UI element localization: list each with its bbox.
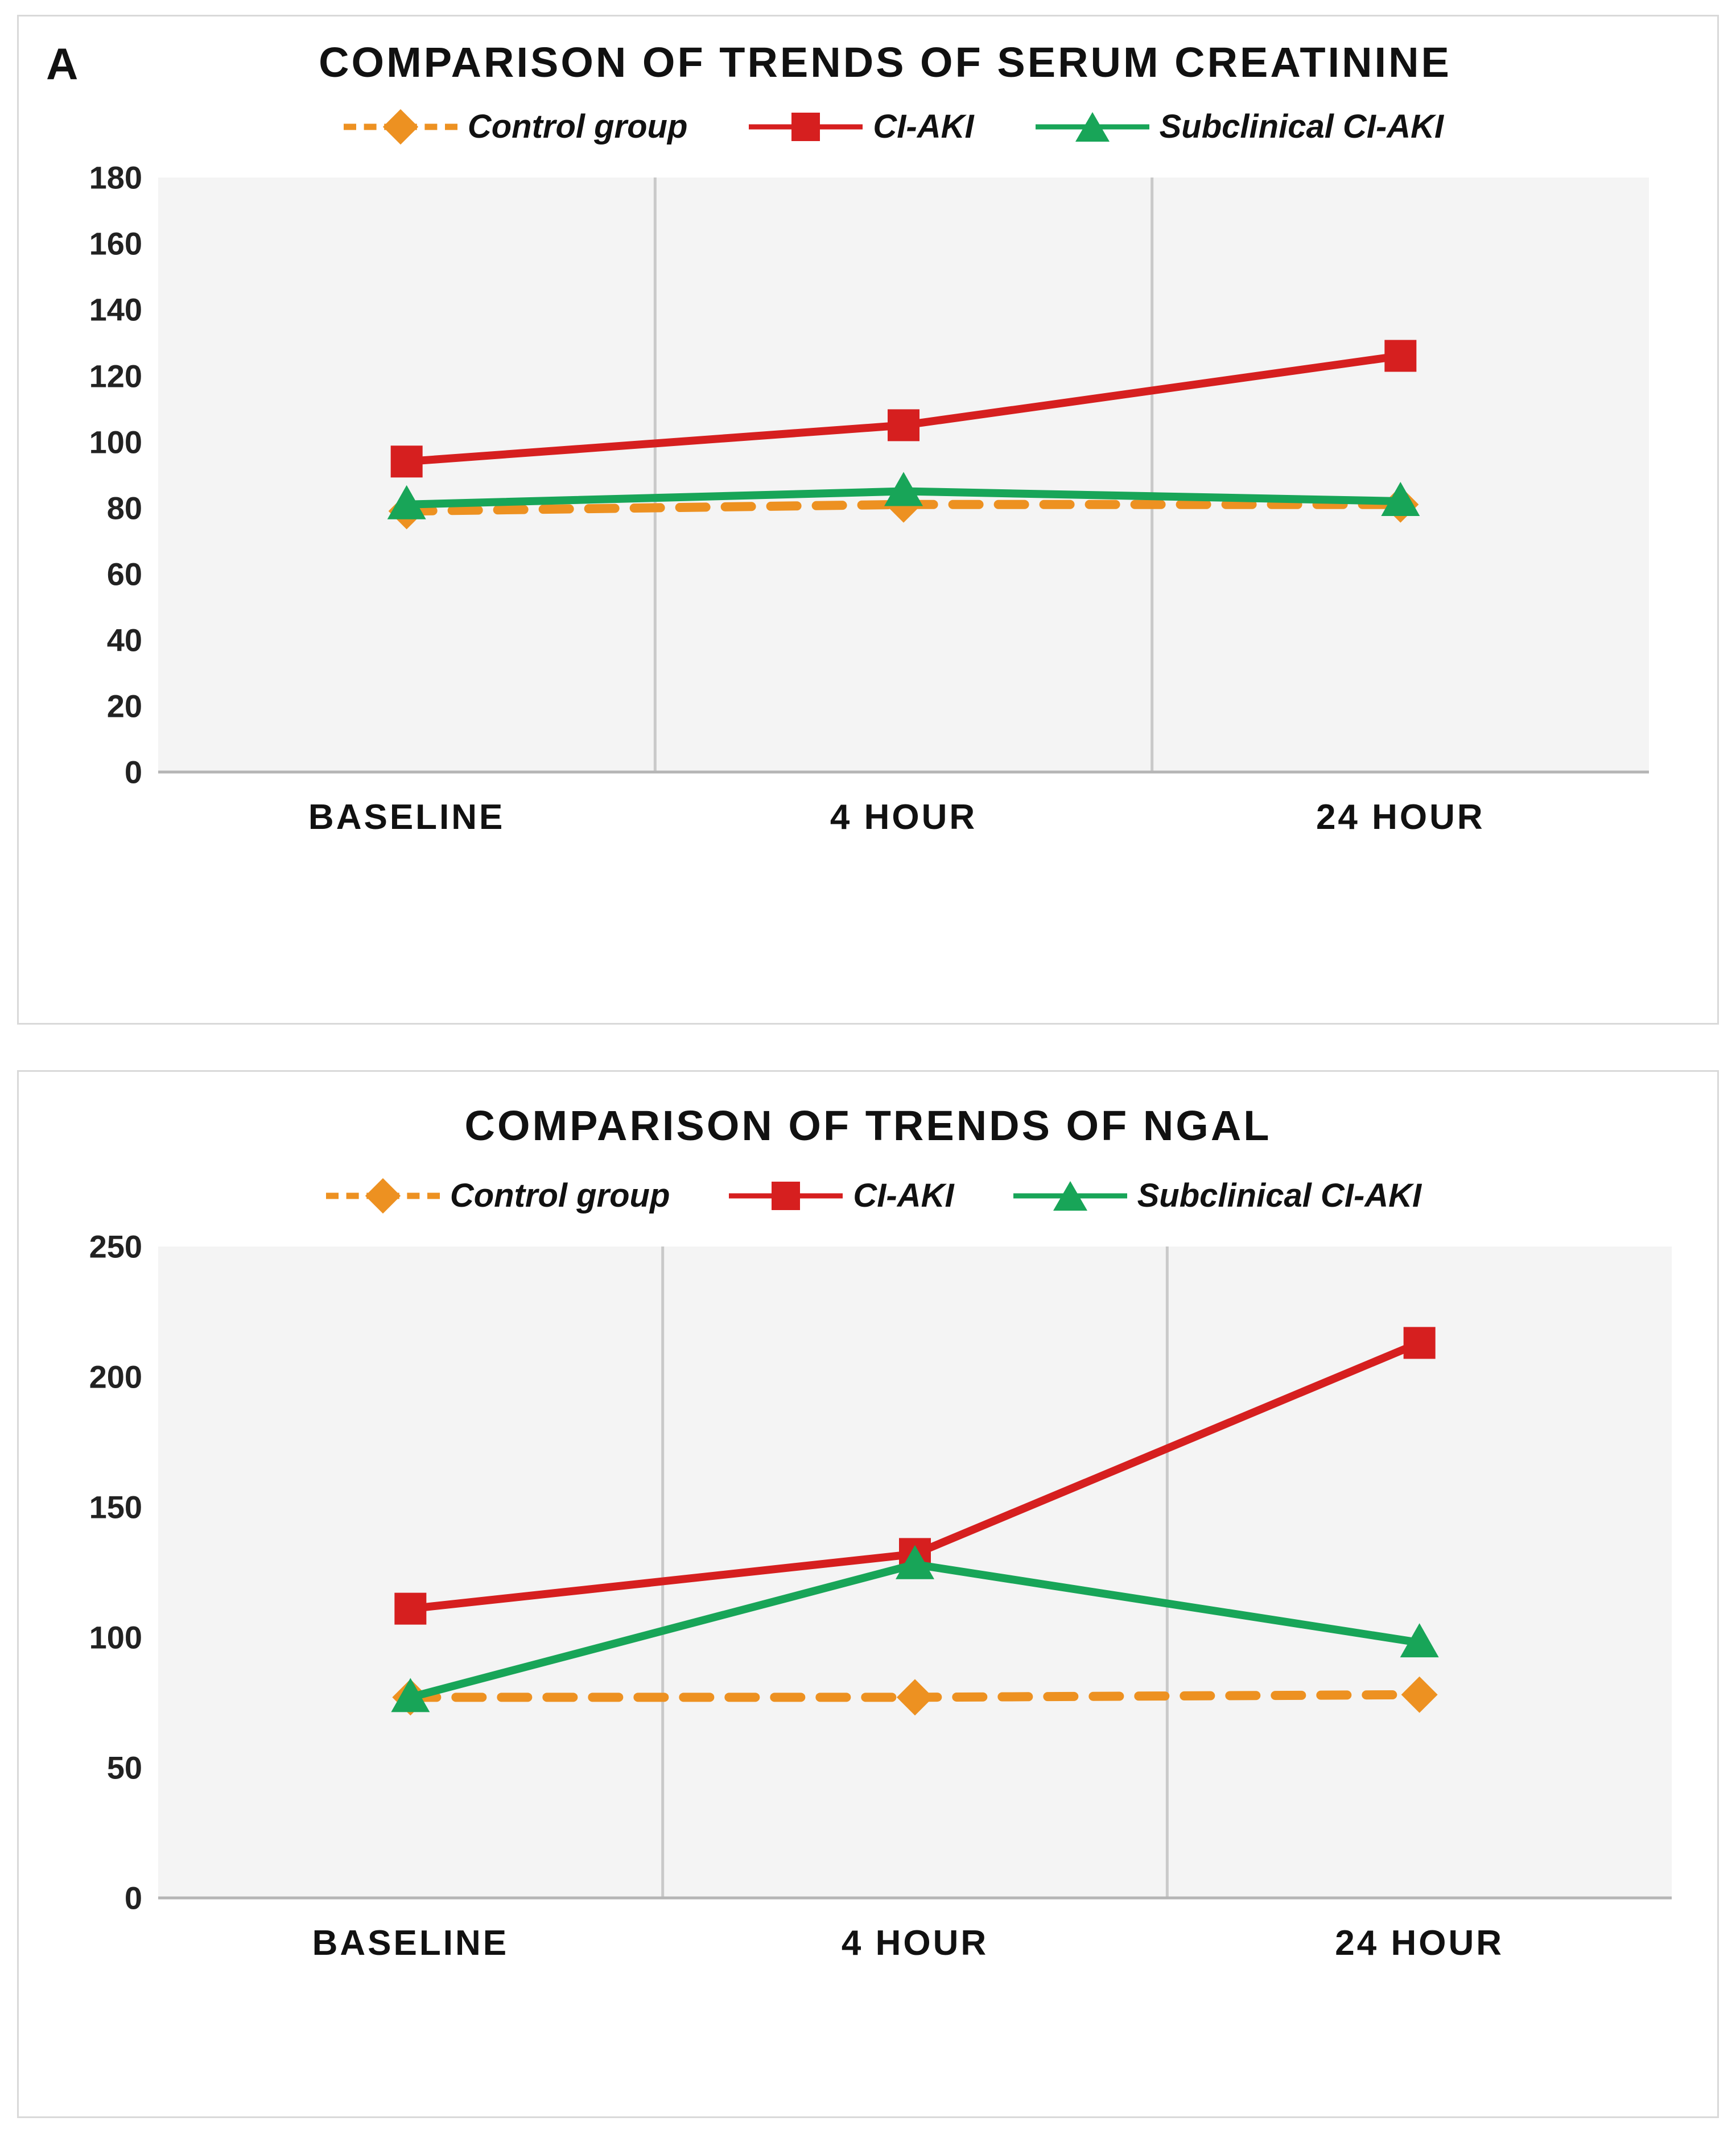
legend-label-subclinical-ci-aki: Subclinical CI-AKI	[1159, 108, 1444, 146]
y-axis-tick-label: 40	[106, 622, 142, 658]
y-axis-tick-label: 50	[106, 1749, 142, 1786]
y-axis-tick-label: 150	[89, 1489, 142, 1525]
diamond-marker-icon	[344, 111, 457, 143]
plot-area-b	[19, 1229, 1717, 2020]
x-axis-category-label: 4 HOUR	[830, 798, 978, 837]
legend-item-control-group[interactable]	[326, 1177, 670, 1215]
chart-title-a: COMPARISON OF TRENDS OF SERUM CREATININE	[319, 39, 1452, 86]
chart-legend-a	[19, 108, 1717, 146]
y-axis-tick-label: 100	[89, 424, 142, 460]
legend-label-control-group: Control group	[450, 1177, 670, 1215]
x-axis-category-label: 24 HOUR	[1335, 1924, 1504, 1963]
chart-title-b: COMPARISON OF TRENDS OF NGAL	[464, 1102, 1272, 1149]
chart-panel-a	[17, 15, 1719, 1025]
triangle-marker-icon	[1036, 111, 1149, 143]
y-axis-tick-label: 200	[89, 1359, 142, 1395]
y-axis-tick-label: 60	[106, 556, 142, 592]
legend-item-subclinical-ci-aki[interactable]	[1036, 108, 1444, 146]
x-axis-category-label: BASELINE	[312, 1924, 509, 1963]
diamond-marker-icon	[326, 1180, 440, 1212]
legend-label-ci-aki: CI-AKI	[873, 108, 974, 146]
chart-svg-a	[19, 160, 1714, 894]
y-axis-tick-label: 0	[124, 754, 142, 790]
y-axis-tick-label: 120	[89, 358, 142, 394]
chart-svg-b	[19, 1229, 1714, 2020]
data-point-square-marker	[1404, 1327, 1436, 1359]
y-axis-tick-label: 250	[89, 1228, 142, 1265]
triangle-marker-icon	[1013, 1180, 1127, 1212]
y-axis-tick-label: 80	[106, 490, 142, 526]
legend-item-ci-aki[interactable]	[749, 108, 974, 146]
legend-label-ci-aki: CI-AKI	[853, 1177, 954, 1215]
legend-item-subclinical-ci-aki[interactable]	[1013, 1177, 1422, 1215]
y-axis-tick-label: 160	[89, 225, 142, 262]
square-marker-icon	[729, 1180, 843, 1212]
legend-label-control-group: Control group	[467, 108, 688, 146]
data-point-square-marker	[391, 446, 423, 478]
y-axis-tick-label: 0	[124, 1880, 142, 1916]
legend-item-control-group[interactable]	[344, 108, 688, 146]
data-point-square-marker	[1384, 340, 1416, 372]
panel-letter-a: A	[46, 39, 79, 89]
y-axis-tick-label: 100	[89, 1619, 142, 1656]
legend-label-subclinical-ci-aki: Subclinical CI-AKI	[1137, 1177, 1422, 1215]
chart-panel-b	[17, 1070, 1719, 2118]
y-axis-tick-label: 140	[89, 291, 142, 328]
square-marker-icon	[749, 111, 863, 143]
data-point-square-marker	[888, 410, 919, 441]
x-axis-category-label: 24 HOUR	[1316, 798, 1485, 837]
data-point-square-marker	[394, 1593, 426, 1625]
legend-item-ci-aki[interactable]	[729, 1177, 954, 1215]
x-axis-category-label: 4 HOUR	[841, 1924, 989, 1963]
chart-legend-b	[19, 1177, 1717, 1215]
x-axis-category-label: BASELINE	[308, 798, 505, 837]
y-axis-tick-label: 180	[89, 159, 142, 196]
plot-area-a	[19, 160, 1717, 894]
y-axis-tick-label: 20	[106, 688, 142, 724]
